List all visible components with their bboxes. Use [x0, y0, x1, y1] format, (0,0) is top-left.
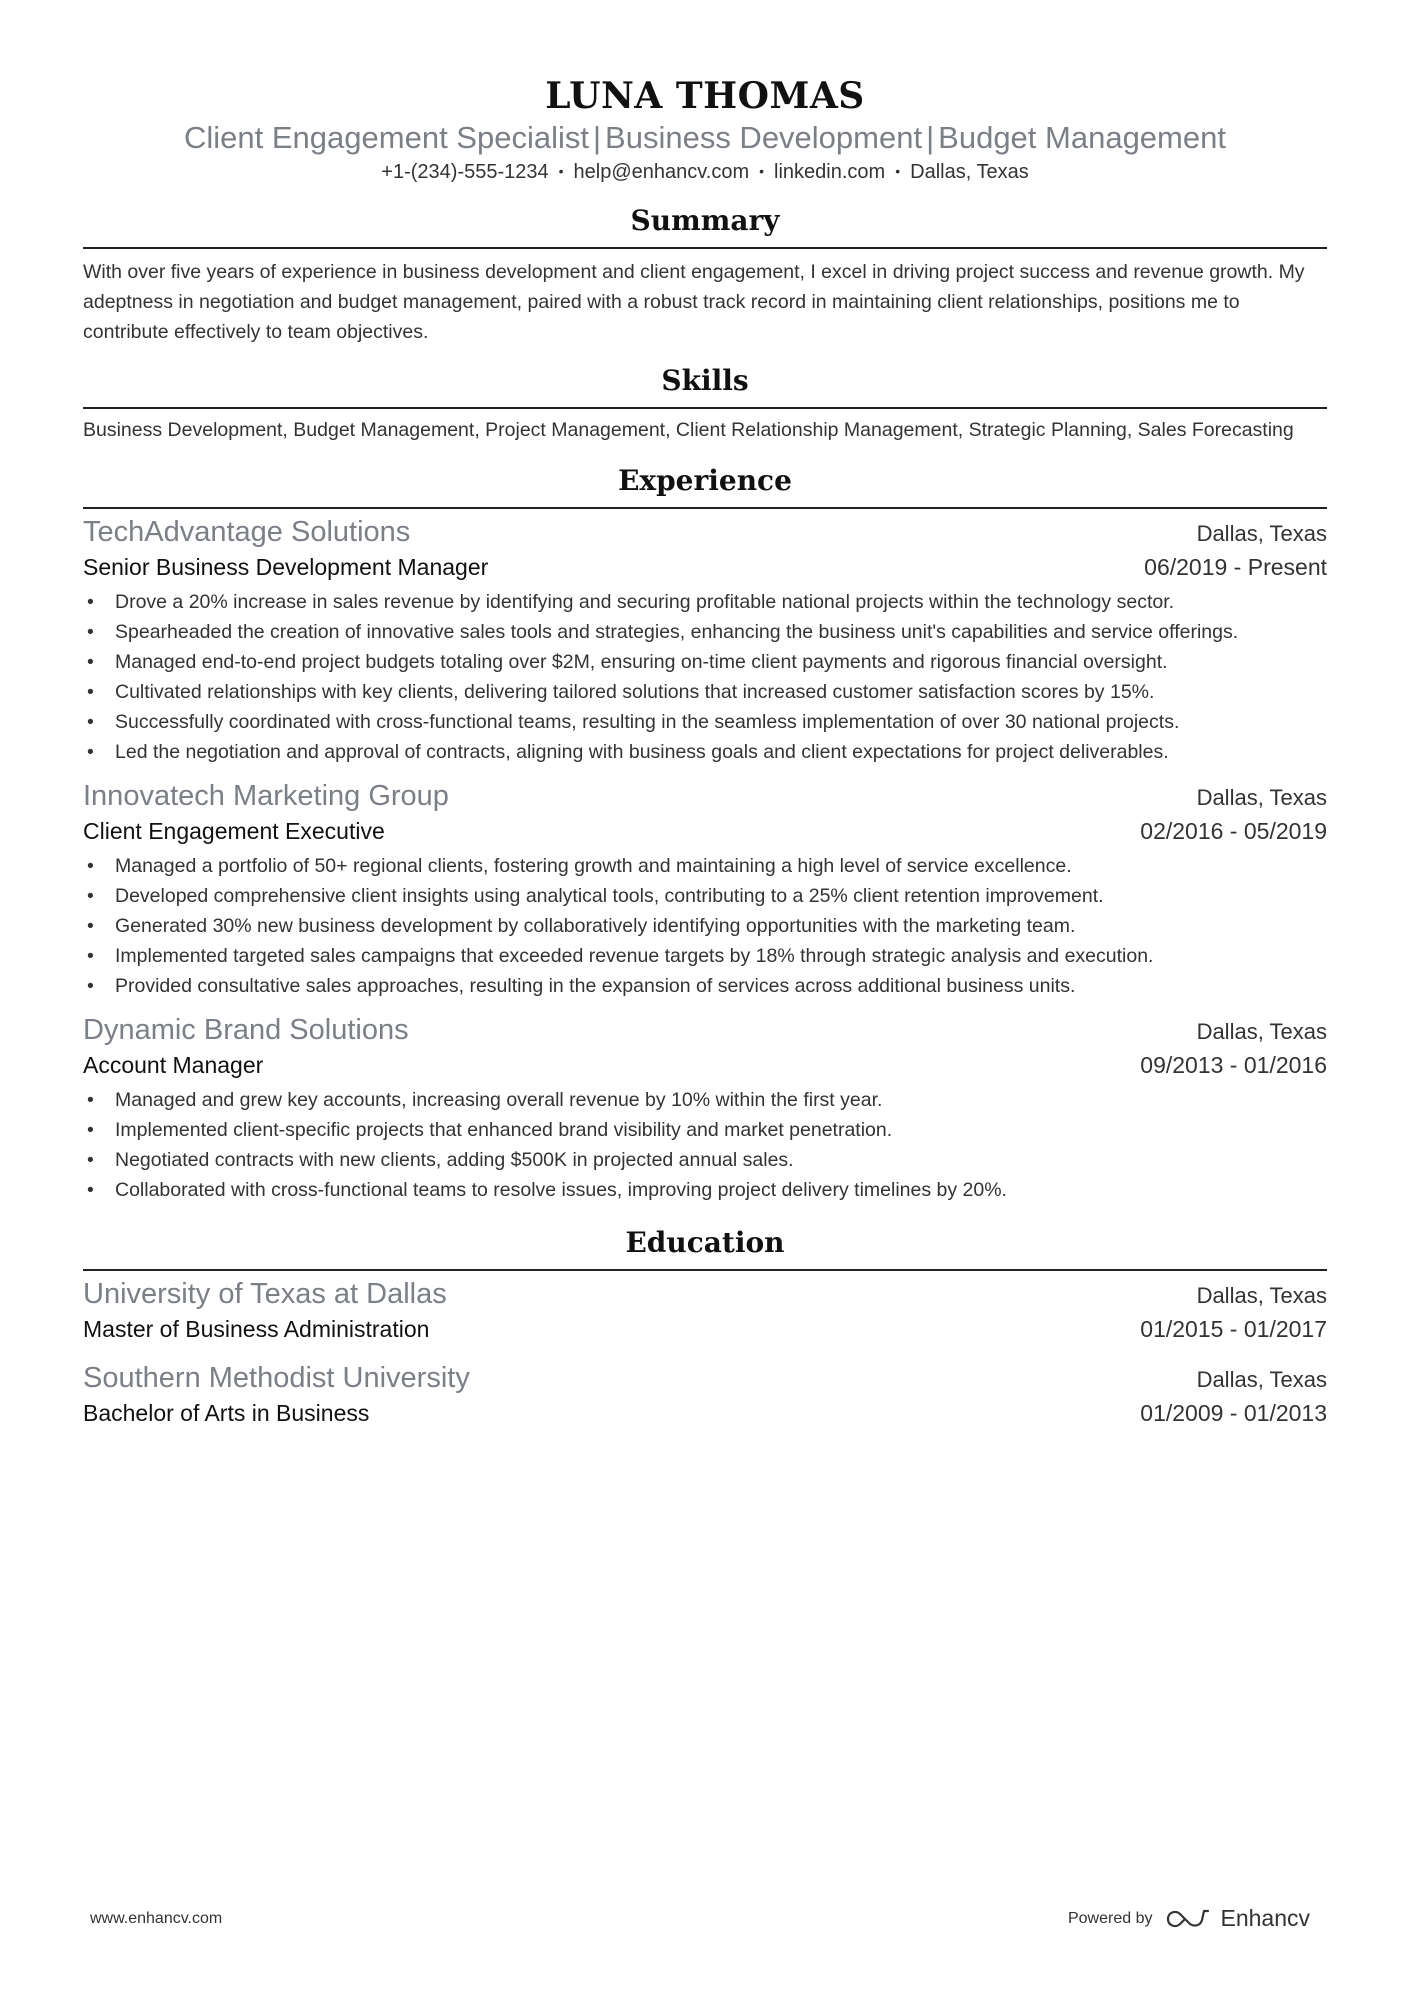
education-entry [83, 1275, 1327, 1345]
education-dates: 01/2015 - 01/2017 [1140, 1316, 1327, 1342]
achievement-text: Successfully coordinated with cross-functional teams, resulting in the seamless implementation of over 30 national projects. [115, 711, 1180, 733]
bullet-marker: • [87, 591, 94, 613]
achievement-item [83, 851, 1327, 881]
achievement-text: Managed and grew key accounts, increasing overall revenue by 10% within the first year. [115, 1089, 883, 1111]
achievement-item [83, 971, 1327, 1001]
achievement-item [83, 647, 1327, 677]
achievement-item [83, 737, 1327, 767]
education-entry [83, 1359, 1327, 1429]
page-footer [90, 1905, 1310, 1932]
achievement-item [83, 677, 1327, 707]
achievement-item [83, 1085, 1327, 1115]
achievement-item [83, 1115, 1327, 1145]
achievement-item [83, 707, 1327, 737]
bullet-marker: • [87, 945, 94, 967]
headline-part-1: Client Engagement Specialist [184, 120, 589, 155]
achievement-item [83, 941, 1327, 971]
enhancv-brand-name: Enhancv [1220, 1905, 1310, 1931]
achievement-text: Spearheaded the creation of innovative sales tools and strategies, enhancing the business unit's capabilities and service offerings. [115, 621, 1239, 643]
headline-separator: | [926, 120, 935, 155]
achievement-item [83, 881, 1327, 911]
section-title-experience: Experience [83, 461, 1327, 509]
education-dates: 01/2009 - 01/2013 [1140, 1400, 1327, 1426]
resume-header [83, 0, 1327, 187]
headline-part-2: Business Development [605, 120, 923, 155]
achievement-text: Cultivated relationships with key clients, delivering tailored solutions that increased customer satisfaction scores by 15%. [115, 681, 1155, 703]
contact-separator: • [759, 163, 765, 179]
achievement-text: Collaborated with cross-functional teams to resolve issues, improving project delivery timelines by 20%. [115, 1179, 1007, 1201]
school-location: Dallas, Texas [1196, 1283, 1327, 1308]
school-name: Southern Methodist University [83, 1362, 470, 1394]
education-section [83, 1223, 1327, 1429]
section-title-summary: Summary [83, 201, 1327, 249]
achievement-item [83, 617, 1327, 647]
bullet-marker: • [87, 651, 94, 673]
contact-linkedin[interactable]: linkedin.com [774, 161, 886, 183]
bullet-marker: • [87, 621, 94, 643]
bullet-marker: • [87, 741, 94, 763]
job-location: Dallas, Texas [1196, 785, 1327, 810]
contact-separator: • [895, 163, 901, 179]
achievement-item [83, 911, 1327, 941]
job-location: Dallas, Texas [1196, 521, 1327, 546]
achievement-text: Implemented targeted sales campaigns that exceeded revenue targets by 18% through strategic analysis and execution. [115, 945, 1154, 967]
company-name: Innovatech Marketing Group [83, 780, 449, 812]
bullet-marker: • [87, 681, 94, 703]
contact-line [83, 158, 1327, 187]
contact-phone: +1-(234)-555-1234 [381, 161, 549, 183]
headline [83, 118, 1327, 158]
achievement-text: Managed end-to-end project budgets totaling over $2M, ensuring on-time client payments and rigorous financial oversight. [115, 651, 1168, 673]
headline-part-3: Budget Management [938, 120, 1226, 155]
job-dates: 09/2013 - 01/2016 [1140, 1052, 1327, 1078]
skills-section [83, 361, 1327, 443]
headline-separator: | [592, 120, 602, 155]
achievement-item [83, 1175, 1327, 1205]
achievement-text: Negotiated contracts with new clients, adding $500K in projected annual sales. [115, 1149, 794, 1171]
job-location: Dallas, Texas [1196, 1019, 1327, 1044]
section-title-education: Education [83, 1223, 1327, 1271]
achievement-item [83, 1145, 1327, 1175]
experience-entry [83, 1011, 1327, 1205]
resume-page [83, 0, 1327, 1429]
degree-name: Bachelor of Arts in Business [83, 1400, 370, 1426]
company-name: Dynamic Brand Solutions [83, 1014, 409, 1046]
powered-by-label: Powered by [1067, 1909, 1153, 1927]
achievement-list [83, 1085, 1327, 1205]
bullet-marker: • [87, 1119, 94, 1141]
bullet-marker: • [87, 1089, 94, 1111]
bullet-marker: • [87, 1179, 94, 1201]
achievement-list [83, 851, 1327, 1001]
candidate-name: LUNA THOMAS [545, 75, 865, 117]
skills-text: Business Development, Budget Management, Project Management, Client Relationship Management, Strategic Planning, Sales Forecasting [83, 419, 1294, 441]
enhancv-logo-icon [1166, 1908, 1212, 1930]
enhancv-brand[interactable] [1166, 1905, 1310, 1932]
bullet-marker: • [87, 1149, 94, 1171]
bullet-marker: • [87, 711, 94, 733]
degree-name: Master of Business Administration [83, 1316, 430, 1342]
company-name: TechAdvantage Solutions [83, 516, 411, 548]
experience-entry [83, 777, 1327, 1001]
contact-separator: • [558, 163, 564, 179]
bullet-marker: • [87, 885, 94, 907]
job-title: Senior Business Development Manager [83, 554, 489, 580]
school-location: Dallas, Texas [1196, 1367, 1327, 1392]
job-title: Client Engagement Executive [83, 818, 385, 844]
summary-section [83, 201, 1327, 347]
achievement-text: Drove a 20% increase in sales revenue by identifying and securing profitable national projects within the technology sector. [115, 591, 1175, 613]
achievement-list [83, 587, 1327, 767]
achievement-text: Implemented client-specific projects that enhanced brand visibility and market penetration. [115, 1119, 893, 1141]
section-title-skills: Skills [83, 361, 1327, 409]
achievement-item [83, 587, 1327, 617]
contact-location: Dallas, Texas [910, 161, 1029, 183]
experience-section [83, 461, 1327, 1205]
powered-by [1068, 1905, 1310, 1932]
bullet-marker: • [87, 915, 94, 937]
summary-text: With over five years of experience in business development and client engagement, I excel in driving project success and revenue growth. My adeptness in negotiation and budget management, paired with a robust track record in maintaining client relationships, positions me to contribute effectively to team objectives. [83, 261, 1305, 343]
contact-email[interactable]: help@enhancv.com [573, 161, 750, 183]
job-dates: 06/2019 - Present [1144, 554, 1327, 580]
achievement-text: Generated 30% new business development by collaboratively identifying opportunities with the marketing team. [115, 915, 1076, 937]
bullet-marker: • [87, 975, 94, 997]
achievement-text: Provided consultative sales approaches, resulting in the expansion of services across additional business units. [115, 975, 1076, 997]
experience-entry [83, 513, 1327, 767]
bullet-marker: • [87, 855, 94, 877]
job-dates: 02/2016 - 05/2019 [1140, 818, 1327, 844]
achievement-text: Developed comprehensive client insights using analytical tools, contributing to a 25% client retention improvement. [115, 885, 1104, 907]
school-name: University of Texas at Dallas [83, 1278, 447, 1310]
footer-website-link[interactable]: www.enhancv.com [90, 1909, 223, 1927]
job-title: Account Manager [83, 1052, 264, 1078]
achievement-text: Managed a portfolio of 50+ regional clients, fostering growth and maintaining a high level of service excellence. [115, 855, 1072, 877]
achievement-text: Led the negotiation and approval of contracts, aligning with business goals and client expectations for project deliverables. [115, 741, 1169, 763]
